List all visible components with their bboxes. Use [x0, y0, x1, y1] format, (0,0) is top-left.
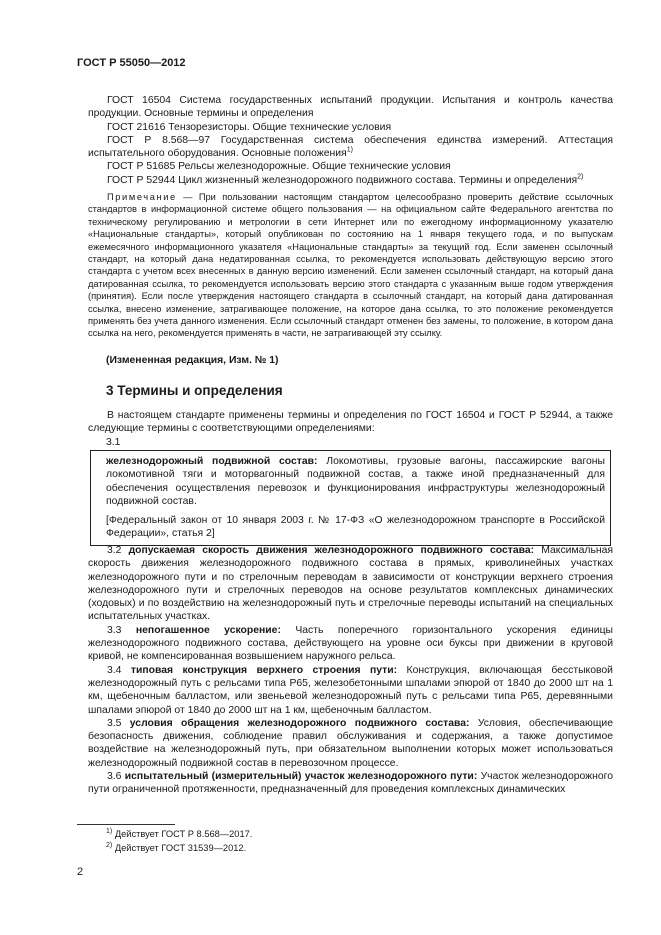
reference-item: ГОСТ Р 52944 Цикл жизненный железнодорожного подвижного состава. Термины и определения$^{2)}$ — [107, 173, 584, 186]
footnote-separator — [77, 824, 175, 825]
footnote: $^{2)}$ Действует ГОСТ 31539—2012. — [106, 841, 247, 853]
term-item: 3.2 допускаемая скорость движения железнодорожного подвижного состава: Максимальная скорость движения железнодорожного подвижного состава в прямых, криволинейных участках железнодорожного пути и по стрелочным переводам в зависимости от конструкции верхнего строения железнодорожного пути и стрелочных переводов на основе результатов комплексных динамических (ходовых) и по воздействию на железнодорожный путь и стрелочные переводы испытаний на специальных испытательных участках. — [88, 545, 613, 623]
normative-references — [88, 94, 613, 187]
term-item: 3.6 испытательный (измерительный) участок железнодорожного пути: Участок железнодорожного пути ограниченной протяженности, предназначенный для проведения комплексных динамических — [88, 771, 613, 796]
term-item: 3.3 непогашенное ускорение: Часть поперечного горизонтального ускорения единицы железнодорожного подвижного состава, действующего на уровне оси буксы при движении в круговой кривой, не компенсированная возвышением наружного рельса. — [88, 624, 614, 663]
footnote: $^{1)}$ Действует ГОСТ Р 8.568—2017. — [106, 827, 253, 839]
amendment-note: (Измененная редакция, Изм. № 1) — [106, 355, 279, 366]
term-item: 3.4 типовая конструкция верхнего строения пути: Конструкция, включающая бесстыковой железнодорожный путь с рельсами типа Р65, железобетонными шпалами эпюрой от 1840 до 2000 шт на 1 км, щебеночным балластом, или звеньевой железнодорожный путь с рельсами типа Р65, деревянными шпалами эпюрой от 1840 до 2000 шт на 1 км, щебеночным балластом. — [88, 664, 613, 716]
term: железнодорожный подвижной состав: — [106, 456, 318, 467]
footnote-ref: 1) — [346, 146, 353, 154]
footnote-ref: 2) — [577, 173, 584, 181]
reference-item: ГОСТ 16504 Система государственных испытаний продукции. Испытания и контроль качества продукции. Основные термины и определения — [88, 95, 613, 120]
terms-list — [88, 544, 613, 797]
legal-citation: [Федеральный закон от 10 января 2003 г. № 17-ФЗ «О железнодорожном транспорте в Российской Федерации», статья 2] — [106, 515, 605, 540]
note-text: — При пользовании настоящим стандартом целесообразно проверить действие ссылочных стандартов в информационной системе общего пользования — на официальном сайте Федерального агентства по техническому регулированию и метрологии в сети Интернет или по ежегодному информационному указателю «Национальные стандарты», который опубликован по состоянию на 1 января текущего года, и по выпускам ежемесячного информационного указателя «Национальные стандарты» за текущий год. Если заменен ссылочный стандарт, на который дана недатированная ссылка, то рекомендуется использовать действующую версию этого стандарта с учетом всех внесенных в данную версию изменений. Если заменен ссылочный стандарт, на который дана датированная ссылка, то рекомендуется использовать версию этого стандарта с указанным выше годом утверждения (принятия). Если после утверждения настоящего стандарта в ссылочный стандарт, на который дана датированная ссылка, внесено изменение, затрагивающее положение, на которое дана ссылка, то это положение рекомендуется применять без учета данного изменения. Если ссылочный стандарт отменен без замены, то положение, в котором дана ссылка на него, рекомендуется применять в части, не затрагивающей эту ссылку. — [88, 192, 613, 339]
note-label: Примечание — [107, 192, 177, 202]
definition-text: железнодорожный подвижной состав: Локомотивы, грузовые вагоны, пассажирские вагоны локомотивной тяги и моторвагонный подвижной состав, а также иной предназначенный для обеспечения осуществления перевозок и функционирования инфраструктуры железнодорожный подвижной состав. — [106, 456, 606, 507]
document-header: ГОСТ Р 55050—2012 — [77, 57, 186, 69]
term-item: 3.5 условия обращения железнодорожного подвижного состава: Условия, обеспечивающие безопасность движения, соблюдение правил обслуживания и содержания, а также допустимое воздействие на железнодорожный путь, при обязательном выполнении которых может использоваться железнодорожный подвижной состав в перевозочном процессе. — [88, 717, 613, 769]
reference-item: ГОСТ 21616 Тензорезисторы. Общие технические условия — [107, 121, 392, 133]
section-title: 3 Термины и определения — [106, 383, 283, 398]
reference-item: ГОСТ Р 8.568—97 Государственная система обеспечения единства измерений. Аттестация испытательного оборудования. Основные положения$^{1)}$ — [88, 134, 613, 160]
definition-box — [90, 450, 611, 546]
note-paragraph — [88, 191, 613, 340]
reference-item: ГОСТ Р 51685 Рельсы железнодорожные. Общие технические условия — [107, 161, 451, 173]
term: непогашенное ускорение: — [135, 624, 281, 636]
term: испытательный (измерительный) участок железнодорожного пути: — [124, 771, 478, 783]
page-number: 2 — [77, 866, 84, 878]
term-number: 3.1 — [106, 437, 121, 448]
term: типовая конструкция верхнего строения пути: — [130, 664, 398, 676]
term: условия обращения железнодорожного подвижного состава: — [129, 717, 470, 729]
term: допускаемая скорость движения железнодорожного подвижного состава: — [128, 545, 535, 556]
section-intro: В настоящем стандарте применены термины и определения по ГОСТ 16504 и ГОСТ Р 52944, а также следующие термины с соответствующими определениями: — [88, 410, 613, 435]
